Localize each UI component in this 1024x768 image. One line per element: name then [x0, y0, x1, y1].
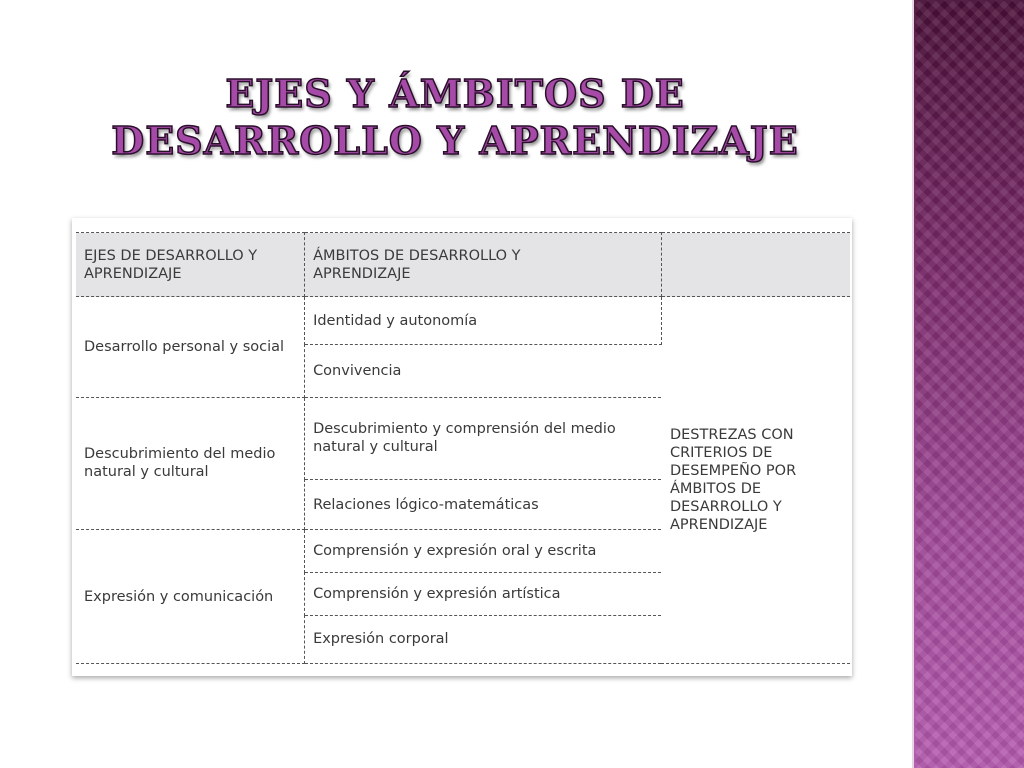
- ambito-cell: Comprensión y expresión artística: [305, 573, 662, 615]
- ambito-cell: Comprensión y expresión oral y escrita: [305, 530, 662, 573]
- destrezas-cell: DESTREZAS CON CRITERIOS DE DESEMPEÑO POR ÁMBITOS DE DESARROLLO Y APRENDIZAJE: [661, 297, 850, 664]
- ambito-cell: Identidad y autonomía: [305, 297, 662, 345]
- slide-title: [40, 70, 870, 164]
- eje-cell: Descubrimiento del medio natural y cultural: [76, 397, 305, 530]
- ejes-ambitos-table: [76, 232, 850, 664]
- eje-cell: Desarrollo personal y social: [76, 297, 305, 398]
- ambito-cell: Convivencia: [305, 345, 662, 397]
- table-header-row: [76, 233, 850, 297]
- eje-cell: Expresión y comunicación: [76, 530, 305, 664]
- decorative-side-band: [912, 0, 1024, 768]
- table-row: [76, 297, 850, 345]
- header-ejes: EJES DE DESARROLLO Y APRENDIZAJE: [76, 233, 305, 297]
- slide-title-line-2: DESARROLLO Y APRENDIZAJE: [111, 118, 799, 163]
- slide-title-line-1: EJES Y ÁMBITOS DE: [225, 71, 685, 116]
- header-ambitos: ÁMBITOS DE DESARROLLO Y APRENDIZAJE: [305, 233, 662, 297]
- header-empty: [661, 233, 850, 297]
- table-frame: [72, 218, 852, 676]
- ambito-cell: Expresión corporal: [305, 615, 662, 663]
- ambito-cell: Relaciones lógico-matemáticas: [305, 479, 662, 529]
- ambito-cell: Descubrimiento y comprensión del medio natural y cultural: [305, 397, 662, 479]
